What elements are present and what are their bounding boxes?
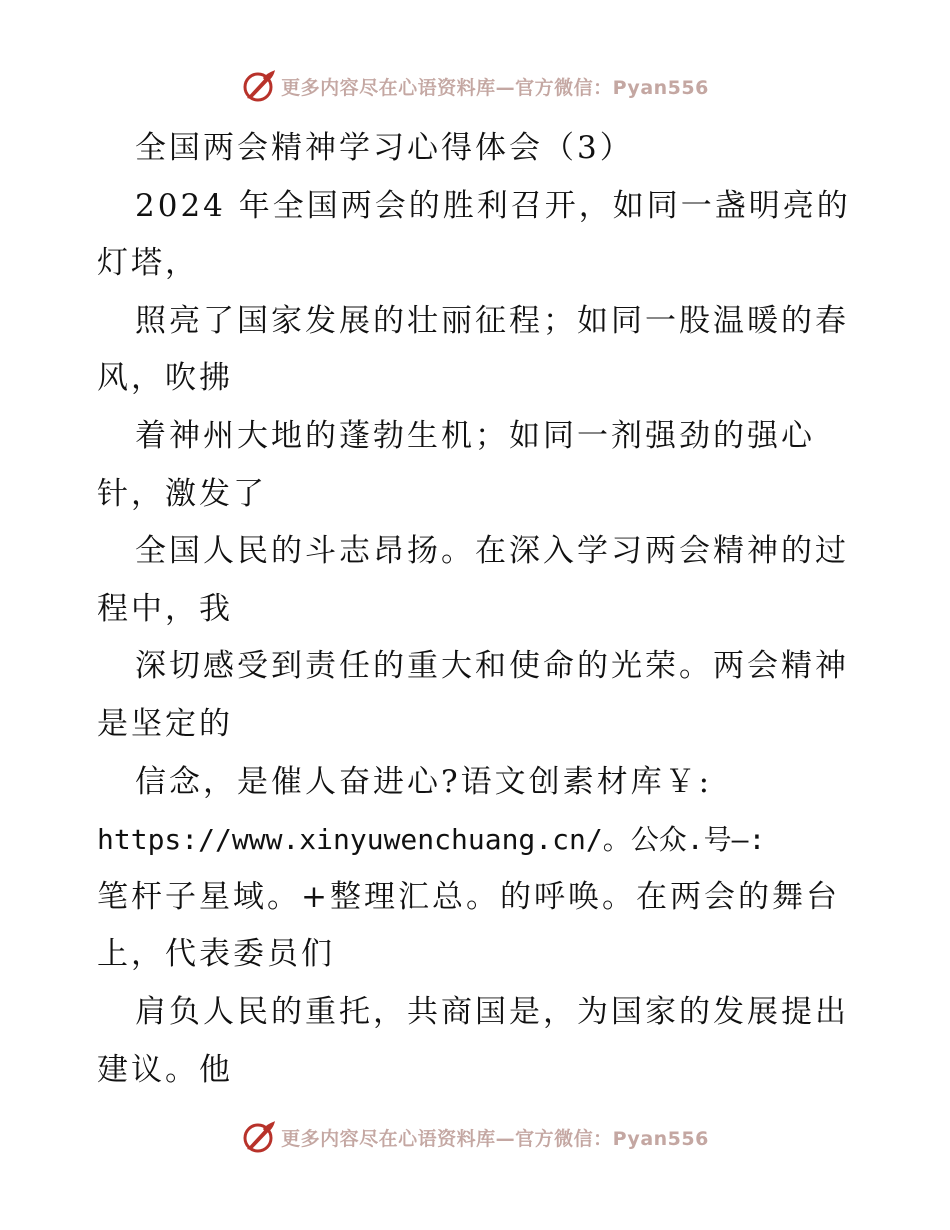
paragraph-line: 程中，我 (97, 590, 233, 627)
paragraph-line: 建议。他 (97, 1051, 233, 1088)
paragraph-line: 笔杆子星域。+整理汇总。的呼唤。在两会的舞台 (97, 878, 840, 915)
paragraph-line: 着神州大地的蓬勃生机；如同一剂强劲的强心 (135, 417, 815, 454)
paragraph-line: 信念，是催人奋进心?语文创素材库￥: (135, 763, 713, 800)
paragraph-line: 灯塔， (97, 245, 199, 282)
paragraph-line: 上，代表委员们 (97, 936, 335, 973)
quill-logo-icon (241, 1119, 277, 1155)
header-banner-text: 更多内容尽在心语资料库—官方微信：Pyan556 (281, 76, 709, 99)
paragraph-line: 肩负人民的重托，共商国是，为国家的发展提出 (135, 993, 849, 1030)
document-body (97, 120, 867, 1099)
paragraph-line: 针，激发了 (97, 475, 267, 512)
header-banner (0, 68, 950, 104)
paragraph-line: 深切感受到责任的重大和使命的光荣。两会精神 (135, 648, 849, 685)
paragraph-line: 2024 年全国两会的胜利召开，如同一盏明亮的 (135, 187, 851, 224)
paragraph-line: 照亮了国家发展的壮丽征程；如同一股温暖的春 (135, 302, 849, 339)
document-title: 全国两会精神学习心得体会（3） (135, 130, 634, 166)
paragraph-line: 是坚定的 (97, 705, 233, 742)
footer-banner-text: 更多内容尽在心语资料库—官方微信：Pyan556 (281, 1127, 709, 1150)
paragraph-line: 风，吹拂 (97, 360, 233, 397)
quill-logo-icon (241, 68, 277, 104)
url-line: https://www.xinyuwenchuang.cn/。公众.号—: (97, 823, 766, 857)
paragraph-line: 全国人民的斗志昂扬。在深入学习两会精神的过 (135, 533, 849, 570)
footer-banner (0, 1119, 950, 1155)
